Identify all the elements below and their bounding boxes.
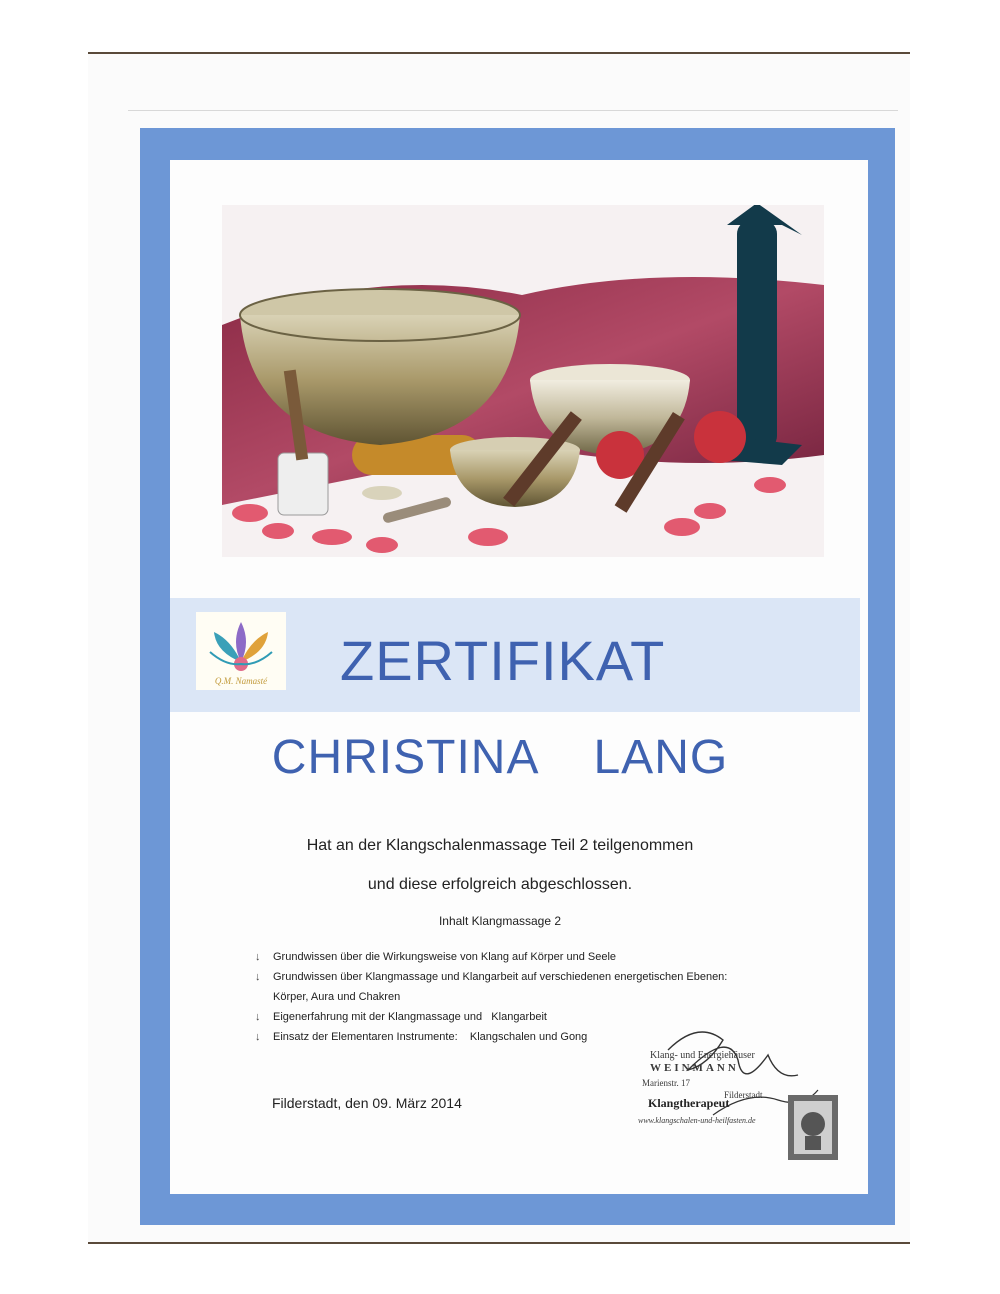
stamp-line: WEINMANN [650,1062,739,1074]
list-item-text: Grundwissen über Klangmassage und Klangarbeit auf verschiedenen energetischen Ebenen: [273,971,728,983]
down-arrow-icon: ↓ [255,951,261,963]
stamp-role: Klangtherapeut [648,1096,730,1110]
down-arrow-icon: ↓ [255,971,261,983]
recipient-name: CHRISTINA LANG [271,731,729,784]
place-and-date: Filderstadt, den 09. März 2014 [272,1095,462,1111]
list-item-text: Einsatz der Elementaren Instrumente: Klangschalen und Gong [273,1031,588,1043]
divider [128,110,898,111]
qm-namaste-logo [196,612,286,690]
down-arrow-icon: ↓ [255,1011,261,1023]
singing-bowls-photo [222,205,824,557]
stamp-line: Marienstr. 17 [642,1078,690,1088]
list-item-text: Grundwissen über die Wirkungsweise von Klang auf Körper und Seele [273,951,617,963]
completion-text: und diese erfolgreich abgeschlossen. [367,876,633,893]
participation-text: Hat an der Klangschalenmassage Teil 2 teilgenommen [306,837,694,854]
logo-text: Q.M. Namasté [214,676,268,686]
list-item [255,967,815,987]
stamp-line: Klang- und Energiehäuser [650,1050,755,1061]
content-heading: Inhalt Klangmassage 2 [438,914,562,928]
down-arrow-icon: ↓ [255,1031,261,1043]
list-item [255,947,815,967]
certificate-title: ZERTIFIKAT [340,629,666,692]
list-item-text: Eigenerfahrung mit der Klangmassage und Klangarbeit [273,1011,547,1023]
stamp-line: www.klangschalen-und-heilfasten.de [638,1116,756,1125]
stamp-line: Filderstadt [724,1090,763,1100]
stamp-and-signature [628,1020,848,1170]
list-item-continuation: Körper, Aura und Chakren [273,991,401,1003]
